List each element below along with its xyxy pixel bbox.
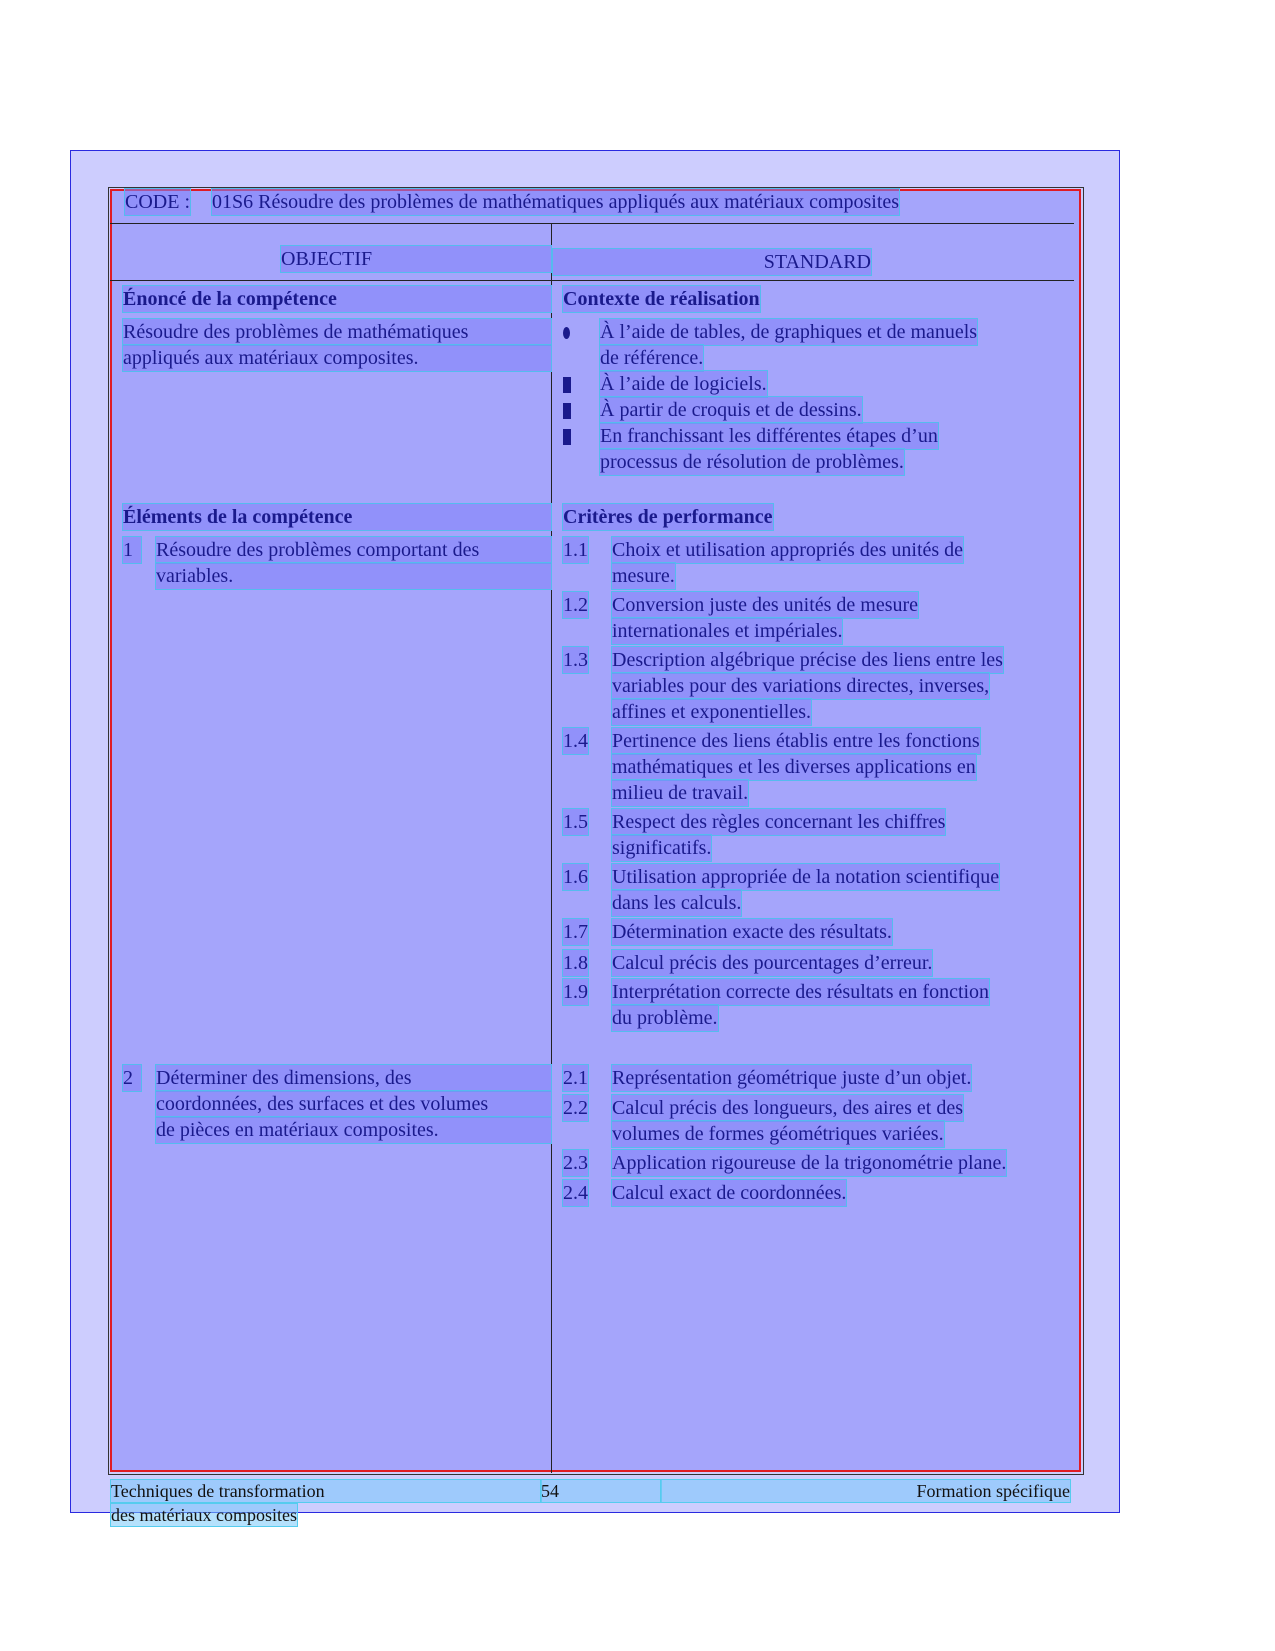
critere-line: Représentation géométrique juste d’un objet.: [612, 1067, 972, 1089]
critere-line: Description algébrique précise des liens entre les: [612, 649, 1003, 671]
header-rule: [110, 223, 1074, 224]
enonce-line: Résoudre des problèmes de mathématiques: [123, 319, 551, 345]
critere-number: 2.1: [563, 1067, 588, 1089]
footer-program: Techniques de transformation: [111, 1480, 541, 1502]
critere-line: Pertinence des liens établis entre les fonctions: [612, 730, 980, 752]
contexte-heading: Contexte de réalisation: [563, 288, 760, 310]
column-header-standard: STANDARD: [553, 249, 871, 275]
critere-number: 1.1: [563, 539, 588, 561]
criteres-heading: Critères de performance: [563, 506, 773, 528]
enonce-line: appliqués aux matériaux composites.: [123, 345, 551, 371]
critere-line: Interprétation correcte des résultats en fonction: [612, 981, 990, 1003]
column-header-objectif: OBJECTIF: [281, 246, 551, 272]
critere-number: 1.2: [563, 594, 588, 616]
critere-line: affines et exponentielles.: [612, 701, 812, 723]
contexte-item-cont: processus de résolution de problèmes.: [600, 451, 904, 473]
critere-number: 1.7: [563, 921, 588, 943]
contexte-item: À l’aide de logiciels.: [600, 373, 767, 395]
critere-line: Calcul précis des longueurs, des aires et des: [612, 1097, 964, 1119]
critere-number: 1.8: [563, 952, 588, 974]
critere-line: Choix et utilisation appropriés des unités de: [612, 539, 964, 561]
critere-line: variables pour des variations directes, inverses,: [612, 675, 990, 697]
contexte-item: À partir de croquis et de dessins.: [600, 399, 862, 421]
critere-number: 1.4: [563, 730, 588, 752]
critere-line: milieu de travail.: [612, 782, 749, 804]
column-divider: [551, 223, 552, 1473]
element-number: 1: [123, 537, 141, 563]
critere-line: du problème.: [612, 1007, 718, 1029]
code-title: 01S6 Résoudre des problèmes de mathématiques appliqués aux matériaux composites: [212, 191, 900, 213]
bullet-icon: [563, 403, 571, 419]
critere-number: 1.3: [563, 649, 588, 671]
critere-number: 1.5: [563, 811, 588, 833]
page-number: 54: [541, 1480, 661, 1502]
critere-number: 1.9: [563, 981, 588, 1003]
footer-program-cont: des matériaux composites: [111, 1505, 297, 1525]
contexte-item: À l’aide de tables, de graphiques et de manuels: [600, 321, 978, 343]
critere-line: Calcul exact de coordonnées.: [612, 1182, 847, 1204]
critere-number: 1.6: [563, 866, 588, 888]
element-number: 2: [123, 1065, 141, 1091]
element-line: coordonnées, des surfaces et des volumes: [156, 1091, 551, 1117]
critere-line: Détermination exacte des résultats.: [612, 921, 892, 943]
critere-line: dans les calculs.: [612, 892, 742, 914]
critere-line: Conversion juste des unités de mesure: [612, 594, 919, 616]
footer-section: Formation spécifique: [661, 1480, 1070, 1502]
critere-line: Application rigoureuse de la trigonométrie plane.: [612, 1152, 1007, 1174]
contexte-item-cont: de référence.: [600, 347, 704, 369]
critere-line: mathématiques et les diverses applications en: [612, 756, 976, 778]
element-line: de pièces en matériaux composites.: [156, 1117, 551, 1143]
element-line: Déterminer des dimensions, des: [156, 1065, 551, 1091]
critere-line: Calcul précis des pourcentages d’erreur.: [612, 952, 933, 974]
contexte-item: En franchissant les différentes étapes d’un: [600, 425, 938, 447]
critere-line: Respect des règles concernant les chiffres: [612, 811, 946, 833]
critere-line: Utilisation appropriée de la notation scientifique: [612, 866, 1000, 888]
bullet-icon: [563, 429, 571, 445]
critere-line: mesure.: [612, 565, 675, 587]
bullet-icon: [563, 377, 571, 393]
columns-rule: [110, 280, 1074, 281]
code-label: CODE :: [125, 191, 190, 213]
critere-number: 2.4: [563, 1182, 588, 1204]
element-line: Résoudre des problèmes comportant des: [156, 537, 551, 563]
element-line: variables.: [156, 563, 551, 589]
critere-line: internationales et impériales.: [612, 620, 843, 642]
critere-line: significatifs.: [612, 837, 712, 859]
critere-line: volumes de formes géométriques variées.: [612, 1123, 944, 1145]
critere-number: 2.3: [563, 1152, 588, 1174]
enonce-heading: Énoncé de la compétence: [123, 286, 551, 312]
critere-number: 2.2: [563, 1097, 588, 1119]
elements-heading: Éléments de la compétence: [123, 504, 551, 530]
bullet-icon: [563, 327, 570, 339]
